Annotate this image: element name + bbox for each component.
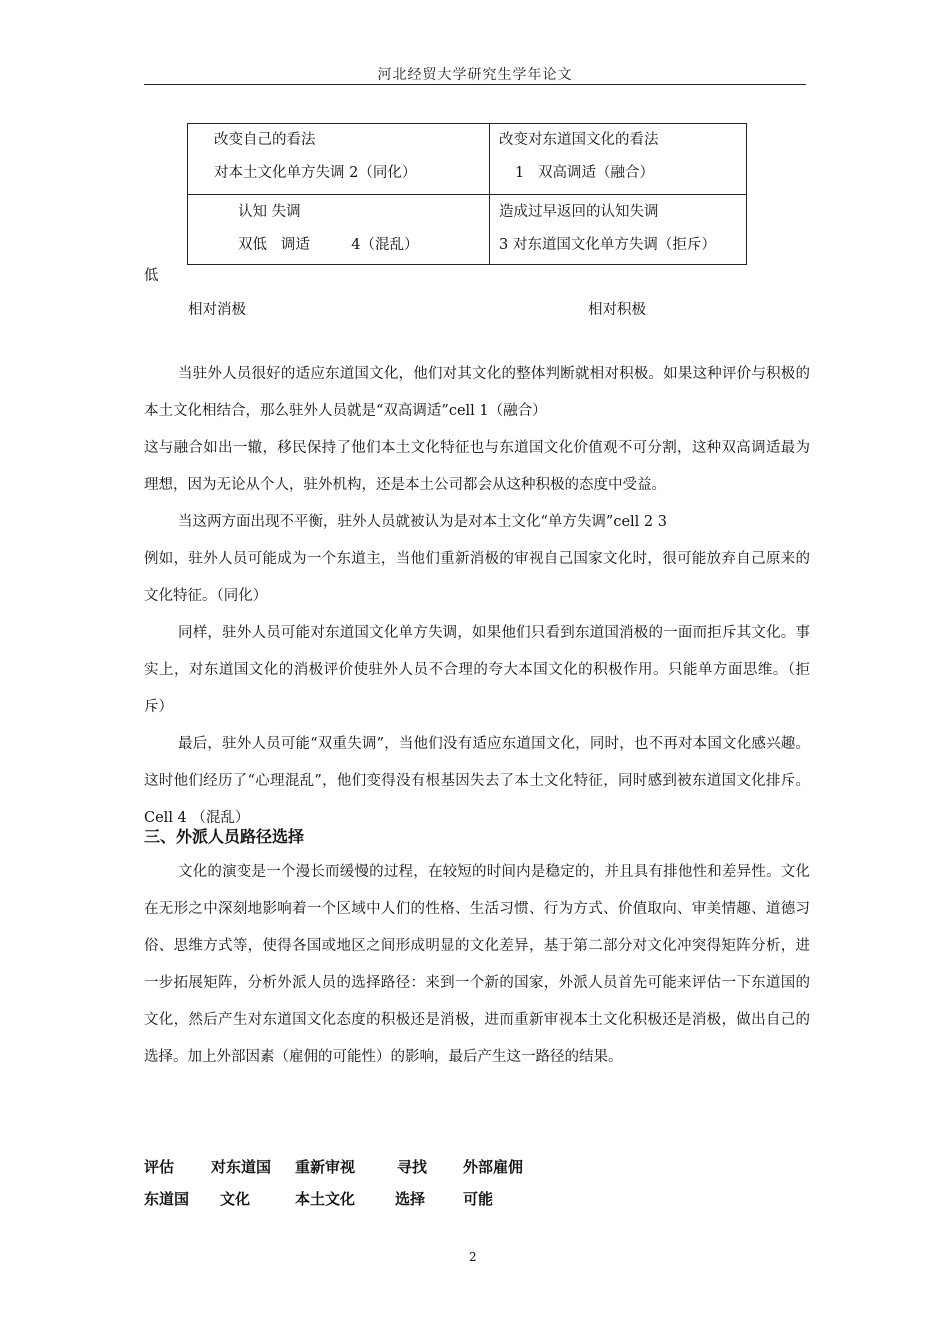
paragraph: 文化的演变是一个漫长而缓慢的过程，在较短的时间内是稳定的，并且具有排他性和差异性。文化在无形之中深刻地影响着一个区域中人们的性格、生活习惯、行为方式、价值取向、审美情趣、道德习俗、思维方式等，使得各国或地区之间形成明显的文化差异，基于第二部分对文化冲突得矩阵分析，进一步拓展矩阵，分析外派人员的选择路径：来到一个新的国家，外派人员首先可能来评估一下东道国的文化，然后产生对东道国文化态度的积极还是消极，进而重新审视本土文化积极还是消极，做出自己的选择。加上外部因素（雇佣的可能性）的影响，最后产生这一路径的结果。 xyxy=(144,864,810,1065)
matrix-cell-marginalization xyxy=(188,195,490,265)
cell-line: 造成过早返回的认知失调 xyxy=(499,204,659,220)
cell-line: 认知 失调 xyxy=(238,204,301,220)
paragraph: 当驻外人员很好的适应东道国文化，他们对其文化的整体判断就相对积极。如果这种评价与积极的本土文化相结合，那么驻外人员就是“双高调适”cell 1（融合） xyxy=(144,366,810,419)
path-step: 评估 xyxy=(144,1158,175,1176)
path-step: 外部雇佣 xyxy=(463,1158,524,1176)
cell-line: 1 双高调适（融合） xyxy=(515,165,655,181)
matrix-cell-integration xyxy=(490,124,747,195)
path-step: 本土文化 xyxy=(295,1190,356,1208)
path-step: 文化 xyxy=(220,1190,251,1208)
axis-label-positive: 相对积极 xyxy=(588,302,646,318)
culture-matrix-table xyxy=(187,123,747,265)
body-section-adjustment xyxy=(144,356,810,837)
paragraph: 最后，驻外人员可能“双重失调”，当他们没有适应东道国文化，同时，也不再对本国文化感兴趣。这时他们经历了“心理混乱”，他们变得没有根基因失去了本土文化特征，同时感到被东道国文化排斥。Cell 4 （混乱） xyxy=(144,736,810,826)
axis-label-low: 低 xyxy=(144,268,159,284)
header-rule xyxy=(144,84,806,85)
path-step: 对东道国 xyxy=(211,1158,272,1176)
cell-line: 对本土文化单方失调 2（同化） xyxy=(214,165,417,181)
axis-label-negative: 相对消极 xyxy=(188,302,246,318)
body-section-path xyxy=(144,854,810,1076)
paragraph: 这与融合如出一辙，移民保持了他们本土文化特征也与东道国文化价值观不可分割，这种双高调适最为理想，因为无论从个人，驻外机构，还是本土公司都会从这种积极的态度中受益。 xyxy=(144,440,810,493)
matrix-cell-separation xyxy=(490,195,747,265)
cell-line: 改变自己的看法 xyxy=(214,132,316,148)
paragraph: 例如，驻外人员可能成为一个东道主，当他们重新消极的审视自己国家文化时，很可能放弃自己原来的文化特征。（同化） xyxy=(144,551,810,604)
path-step: 选择 xyxy=(395,1190,426,1208)
path-step: 可能 xyxy=(463,1190,494,1208)
matrix-cell-assimilation xyxy=(188,124,490,195)
cell-line: 改变对东道国文化的看法 xyxy=(499,132,659,148)
paragraph: 同样，驻外人员可能对东道国文化单方失调，如果他们只看到东道国消极的一面而拒斥其文化。事实上，对东道国文化的消极评价使驻外人员不合理的夸大本国文化的积极作用。只能单方面思维。（拒斥） xyxy=(144,625,810,715)
path-step: 寻找 xyxy=(397,1158,428,1176)
page-number: 2 xyxy=(469,1250,477,1264)
cell-line: 双低 调适 4（混乱） xyxy=(238,237,419,253)
path-step: 重新审视 xyxy=(295,1158,356,1176)
section-heading: 三、外派人员路径选择 xyxy=(144,827,305,846)
path-step: 东道国 xyxy=(144,1190,190,1208)
page-header: 河北经贸大学研究生学年论文 xyxy=(377,67,573,83)
paragraph: 当这两方面出现不平衡，驻外人员就被认为是对本土文化“单方失调”cell 2 3 xyxy=(178,514,667,530)
cell-line: 3 对东道国文化单方失调（拒斥） xyxy=(499,237,716,253)
